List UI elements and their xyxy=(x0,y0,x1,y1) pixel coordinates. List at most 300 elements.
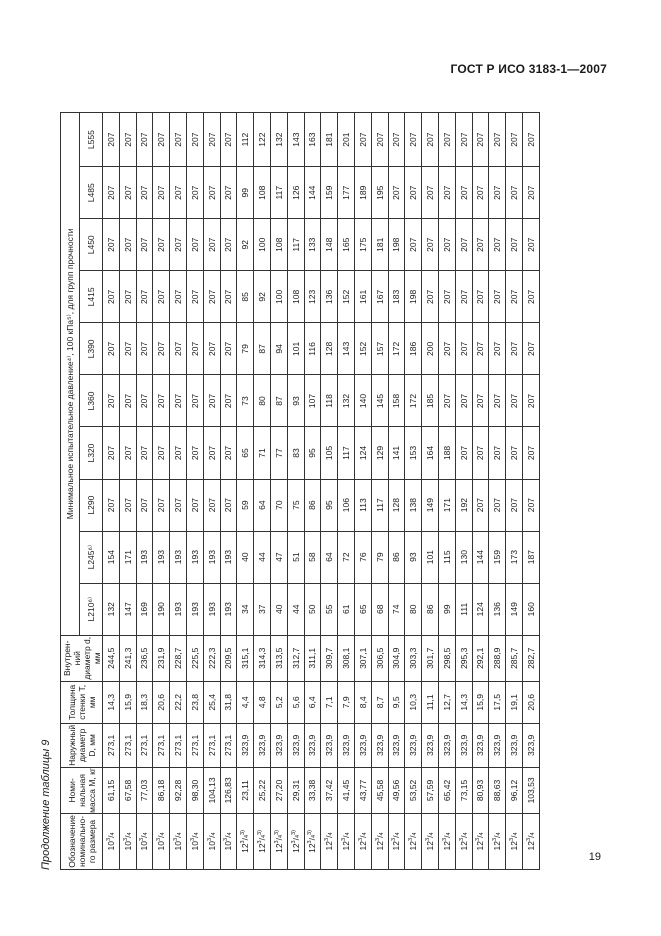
cell-pressure: 207 xyxy=(136,479,153,531)
cell-pressure: 207 xyxy=(103,219,120,271)
designation-fraction-den: 4 xyxy=(462,832,469,836)
table-caption: Продолжение таблицы 9 xyxy=(40,739,52,870)
cell-pressure: 207 xyxy=(405,167,422,219)
cell-pressure: 198 xyxy=(405,271,422,323)
cell-pressure: 207 xyxy=(472,375,489,427)
cell-pressure: 207 xyxy=(136,427,153,479)
cell-mass: 80,93 xyxy=(472,767,489,813)
cell-pressure: 207 xyxy=(119,219,136,271)
designation-main: 10 xyxy=(223,840,234,851)
fraction-slash: / xyxy=(509,835,520,838)
designation-fraction-num: 3 xyxy=(307,840,314,844)
designation-fraction-num: 3 xyxy=(441,837,448,841)
cell-mass: 61,15 xyxy=(103,767,120,813)
fraction-slash: / xyxy=(189,835,200,838)
cell-pressure: 207 xyxy=(455,219,472,271)
cell-pressure: 207 xyxy=(153,427,170,479)
cell-pressure: 65 xyxy=(237,427,254,479)
cell-pressure: 207 xyxy=(186,113,203,167)
cell-pressure: 207 xyxy=(405,219,422,271)
cell-outer-diameter: 323,9 xyxy=(489,723,506,767)
cell-pressure: 83 xyxy=(287,427,304,479)
cell-pressure: 143 xyxy=(338,323,355,375)
cell-pressure: 70 xyxy=(270,479,287,531)
cell-designation xyxy=(170,813,187,869)
cell-pressure: 207 xyxy=(170,219,187,271)
fraction-slash: / xyxy=(139,835,150,838)
cell-pressure: 207 xyxy=(170,271,187,323)
designation-fraction-num: 3 xyxy=(139,837,146,841)
cell-pressure: 193 xyxy=(203,583,220,635)
cell-pressure: 126 xyxy=(287,167,304,219)
table-row xyxy=(422,113,439,870)
cell-pressure: 124 xyxy=(354,427,371,479)
cell-designation xyxy=(270,813,287,869)
cell-designation xyxy=(506,813,523,869)
cell-pressure: 207 xyxy=(119,479,136,531)
designation-main: 12 xyxy=(257,843,268,853)
designation-fraction-den: 4 xyxy=(244,834,251,838)
cell-mass: 49,56 xyxy=(388,767,405,813)
table-row xyxy=(119,113,136,870)
cell-pressure: 207 xyxy=(422,219,439,271)
cell-mass: 41,45 xyxy=(338,767,355,813)
cell-pressure: 64 xyxy=(254,479,271,531)
cell-pressure: 207 xyxy=(119,427,136,479)
cell-pressure: 74 xyxy=(388,583,405,635)
cell-pressure: 113 xyxy=(354,479,371,531)
designation-fraction-den: 4 xyxy=(126,832,133,836)
designation-main: 10 xyxy=(139,840,150,851)
cell-outer-diameter: 323,9 xyxy=(522,723,539,767)
cell-wall: 6,4 xyxy=(304,681,321,723)
designation-fraction-num: 3 xyxy=(341,837,348,841)
cell-pressure: 207 xyxy=(136,167,153,219)
cell-pressure: 175 xyxy=(354,219,371,271)
cell-pressure: 193 xyxy=(220,583,237,635)
fraction-slash: / xyxy=(240,838,251,841)
cell-pressure: 77 xyxy=(270,427,287,479)
cell-pressure: 55 xyxy=(321,583,338,635)
cell-pressure: 117 xyxy=(287,219,304,271)
cell-pressure: 171 xyxy=(119,531,136,583)
cell-inner-diameter: 303,3 xyxy=(405,635,422,681)
designation-fraction-den: 4 xyxy=(345,832,352,836)
fraction-slash: / xyxy=(290,838,301,841)
cell-designation xyxy=(489,813,506,869)
cell-pressure: 51 xyxy=(287,531,304,583)
table-row xyxy=(153,113,170,870)
cell-outer-diameter: 323,9 xyxy=(506,723,523,767)
cell-pressure: 187 xyxy=(522,531,539,583)
cell-outer-diameter: 323,9 xyxy=(304,723,321,767)
designation-fraction-num: 3 xyxy=(290,840,297,844)
designation-main: 12 xyxy=(324,840,335,851)
cell-pressure: 87 xyxy=(254,323,271,375)
cell-pressure: 207 xyxy=(186,219,203,271)
cell-pressure: 207 xyxy=(220,167,237,219)
cell-pressure: 207 xyxy=(438,323,455,375)
cell-wall: 8,7 xyxy=(371,681,388,723)
designation-fraction-den: 4 xyxy=(277,834,284,838)
cell-inner-diameter: 311,1 xyxy=(304,635,321,681)
cell-wall: 25,4 xyxy=(203,681,220,723)
cell-wall: 20,6 xyxy=(153,681,170,723)
cell-pressure: 207 xyxy=(119,113,136,167)
cell-pressure: 86 xyxy=(422,583,439,635)
cell-pressure: 207 xyxy=(220,375,237,427)
fraction-slash: / xyxy=(475,835,486,838)
cell-mass: 43,77 xyxy=(354,767,371,813)
table-row xyxy=(388,113,405,870)
table-row xyxy=(254,113,271,870)
cell-pressure: 136 xyxy=(321,271,338,323)
cell-pressure: 207 xyxy=(119,375,136,427)
cell-pressure: 64 xyxy=(321,531,338,583)
designation-fraction-den: 4 xyxy=(227,832,234,836)
cell-pressure: 80 xyxy=(254,375,271,427)
cell-pressure: 106 xyxy=(338,479,355,531)
cell-pressure: 111 xyxy=(455,583,472,635)
designation-fraction-den: 4 xyxy=(294,834,301,838)
cell-pressure: 207 xyxy=(136,271,153,323)
cell-pressure: 50 xyxy=(304,583,321,635)
cell-mass: 67,58 xyxy=(119,767,136,813)
designation-main: 12 xyxy=(273,843,284,853)
cell-pressure: 207 xyxy=(220,479,237,531)
cell-pressure: 138 xyxy=(405,479,422,531)
designation-fraction-den: 4 xyxy=(143,832,150,836)
cell-pressure: 207 xyxy=(506,271,523,323)
cell-wall: 9,5 xyxy=(388,681,405,723)
designation-fraction-den: 4 xyxy=(513,832,520,836)
table-row xyxy=(287,113,304,870)
cell-pressure: 117 xyxy=(338,427,355,479)
cell-pressure: 101 xyxy=(422,531,439,583)
cell-pressure: 207 xyxy=(522,271,539,323)
cell-mass: 45,58 xyxy=(371,767,388,813)
col-header-mass: Номинальная масса M, кг xyxy=(61,767,103,813)
cell-pressure: 92 xyxy=(237,219,254,271)
table-row xyxy=(472,113,489,870)
cell-pressure: 207 xyxy=(506,113,523,167)
designation-fraction-num: 3 xyxy=(374,837,381,841)
cell-pressure: 76 xyxy=(354,531,371,583)
cell-pressure: 207 xyxy=(153,479,170,531)
header-row-group xyxy=(61,113,80,870)
cell-inner-diameter: 209,5 xyxy=(220,635,237,681)
designation-fraction-den: 4 xyxy=(177,832,184,836)
cell-inner-diameter: 295,3 xyxy=(455,635,472,681)
cell-pressure: 79 xyxy=(237,323,254,375)
cell-pressure: 117 xyxy=(270,167,287,219)
cell-designation xyxy=(304,813,321,869)
cell-outer-diameter: 273,1 xyxy=(153,723,170,767)
designation-fraction-num: 3 xyxy=(105,837,112,841)
cell-pressure: 207 xyxy=(186,271,203,323)
cell-mass: 103,53 xyxy=(522,767,539,813)
cell-outer-diameter: 323,9 xyxy=(455,723,472,767)
cell-pressure: 207 xyxy=(220,113,237,167)
col-header-wall: Толщина стенки T, мм xyxy=(61,681,103,723)
cell-pressure: 136 xyxy=(489,583,506,635)
cell-designation xyxy=(153,813,170,869)
cell-inner-diameter: 314,3 xyxy=(254,635,271,681)
cell-pressure: 207 xyxy=(422,113,439,167)
cell-pressure: 132 xyxy=(103,583,120,635)
designation-main: 12 xyxy=(307,843,318,853)
cell-inner-diameter: 313,5 xyxy=(270,635,287,681)
designation-fraction-num: 3 xyxy=(458,837,465,841)
cell-outer-diameter: 323,9 xyxy=(321,723,338,767)
cell-pressure: 61 xyxy=(338,583,355,635)
cell-pressure: 163 xyxy=(304,113,321,167)
table-row xyxy=(220,113,237,870)
cell-mass: 23,11 xyxy=(237,767,254,813)
cell-pressure: 207 xyxy=(220,323,237,375)
cell-pressure: 108 xyxy=(254,167,271,219)
cell-inner-diameter: 231,9 xyxy=(153,635,170,681)
cell-pressure: 188 xyxy=(438,427,455,479)
grade-header: L320 xyxy=(80,427,103,479)
cell-wall: 17,5 xyxy=(489,681,506,723)
cell-outer-diameter: 273,1 xyxy=(103,723,120,767)
cell-mass: 25,22 xyxy=(254,767,271,813)
designation-fraction-den: 4 xyxy=(193,832,200,836)
cell-designation xyxy=(119,813,136,869)
cell-outer-diameter: 323,9 xyxy=(371,723,388,767)
cell-designation xyxy=(371,813,388,869)
cell-pressure: 207 xyxy=(455,323,472,375)
cell-pressure: 207 xyxy=(103,375,120,427)
page-number: 19 xyxy=(588,851,601,863)
cell-inner-diameter: 306,5 xyxy=(371,635,388,681)
cell-mass: 37,42 xyxy=(321,767,338,813)
document-header: ГОСТ Р ИСО 3183-1—2007 xyxy=(450,62,607,76)
fraction-slash: / xyxy=(273,838,284,841)
designation-fraction-den: 4 xyxy=(445,832,452,836)
table-row xyxy=(237,113,254,870)
cell-designation xyxy=(220,813,237,869)
cell-designation xyxy=(321,813,338,869)
cell-pressure: 85 xyxy=(237,271,254,323)
cell-pressure: 94 xyxy=(270,323,287,375)
cell-pressure: 186 xyxy=(405,323,422,375)
cell-wall: 15,9 xyxy=(119,681,136,723)
table-row xyxy=(136,113,153,870)
cell-pressure: 207 xyxy=(472,113,489,167)
designation-fraction-num: 3 xyxy=(509,837,516,841)
designation-fraction-den: 4 xyxy=(261,834,268,838)
fraction-slash: / xyxy=(441,835,452,838)
cell-pressure: 207 xyxy=(136,323,153,375)
grade-header: L360 xyxy=(80,375,103,427)
cell-wall: 19,1 xyxy=(506,681,523,723)
cell-pressure: 207 xyxy=(506,479,523,531)
col-header-inner-diameter: Внутренний диаметр d, мм xyxy=(61,636,102,680)
cell-inner-diameter: 298,5 xyxy=(438,635,455,681)
cell-pressure: 207 xyxy=(203,427,220,479)
table-row xyxy=(170,113,187,870)
cell-pressure: 92 xyxy=(254,271,271,323)
cell-inner-diameter: 222,3 xyxy=(203,635,220,681)
table-row xyxy=(321,113,338,870)
cell-pressure: 207 xyxy=(153,375,170,427)
cell-outer-diameter: 273,1 xyxy=(220,723,237,767)
cell-pressure: 207 xyxy=(203,113,220,167)
cell-pressure: 72 xyxy=(338,531,355,583)
cell-pressure: 207 xyxy=(203,271,220,323)
cell-pressure: 207 xyxy=(170,323,187,375)
cell-mass: 88,63 xyxy=(489,767,506,813)
cell-mass: 29,31 xyxy=(287,767,304,813)
footnote-mark: 3) xyxy=(257,830,264,835)
grade-header: L390 xyxy=(80,323,103,375)
cell-pressure: 115 xyxy=(438,531,455,583)
designation-fraction-den: 4 xyxy=(529,832,536,836)
cell-pressure: 154 xyxy=(103,531,120,583)
designation-fraction-num: 3 xyxy=(492,837,499,841)
cell-inner-diameter: 244,5 xyxy=(103,635,120,681)
cell-pressure: 169 xyxy=(136,583,153,635)
designation-main: 12 xyxy=(492,840,503,851)
cell-inner-diameter: 309,7 xyxy=(321,635,338,681)
cell-pressure: 193 xyxy=(220,531,237,583)
cell-pressure: 207 xyxy=(170,113,187,167)
cell-pressure: 58 xyxy=(304,531,321,583)
cell-pressure: 207 xyxy=(136,113,153,167)
designation-fraction-den: 4 xyxy=(479,832,486,836)
cell-designation xyxy=(438,813,455,869)
designation-fraction-den: 4 xyxy=(210,832,217,836)
cell-pressure: 159 xyxy=(321,167,338,219)
cell-pressure: 80 xyxy=(405,583,422,635)
cell-pressure: 128 xyxy=(321,323,338,375)
cell-inner-diameter: 282,7 xyxy=(522,635,539,681)
cell-pressure: 207 xyxy=(203,479,220,531)
cell-pressure: 189 xyxy=(354,167,371,219)
cell-wall: 22,2 xyxy=(170,681,187,723)
table-row xyxy=(371,113,388,870)
cell-designation xyxy=(455,813,472,869)
cell-pressure: 207 xyxy=(506,323,523,375)
cell-pressure: 201 xyxy=(338,113,355,167)
cell-pressure: 207 xyxy=(203,375,220,427)
cell-pressure: 167 xyxy=(371,271,388,323)
designation-fraction-num: 3 xyxy=(391,837,398,841)
cell-outer-diameter: 323,9 xyxy=(472,723,489,767)
cell-pressure: 207 xyxy=(153,113,170,167)
cell-mass: 77,03 xyxy=(136,767,153,813)
cell-pressure: 143 xyxy=(287,113,304,167)
cell-designation xyxy=(237,813,254,869)
cell-pressure: 207 xyxy=(203,323,220,375)
cell-pressure: 93 xyxy=(287,375,304,427)
designation-fraction-num: 3 xyxy=(408,837,415,841)
fraction-slash: / xyxy=(307,838,318,841)
table-row xyxy=(354,113,371,870)
cell-pressure: 193 xyxy=(186,583,203,635)
cell-pressure: 207 xyxy=(153,323,170,375)
designation-fraction-den: 4 xyxy=(429,832,436,836)
cell-pressure: 207 xyxy=(472,271,489,323)
cell-pressure: 207 xyxy=(186,479,203,531)
designation-main: 12 xyxy=(458,840,469,851)
cell-pressure: 207 xyxy=(522,427,539,479)
cell-pressure: 124 xyxy=(472,583,489,635)
cell-outer-diameter: 323,9 xyxy=(388,723,405,767)
cell-designation xyxy=(422,813,439,869)
cell-pressure: 40 xyxy=(270,583,287,635)
designation-fraction-num: 3 xyxy=(475,837,482,841)
cell-pressure: 207 xyxy=(422,271,439,323)
grade-header: L450 xyxy=(80,219,103,271)
cell-inner-diameter: 308,1 xyxy=(338,635,355,681)
designation-main: 12 xyxy=(357,840,368,851)
cell-pressure: 164 xyxy=(422,427,439,479)
cell-pressure: 193 xyxy=(170,583,187,635)
table-row xyxy=(270,113,287,870)
designation-main: 12 xyxy=(374,840,385,851)
fraction-slash: / xyxy=(257,838,268,841)
fraction-slash: / xyxy=(122,835,133,838)
cell-pressure: 207 xyxy=(103,479,120,531)
cell-designation xyxy=(254,813,271,869)
cell-pressure: 152 xyxy=(354,323,371,375)
cell-pressure: 152 xyxy=(338,271,355,323)
designation-fraction-num: 3 xyxy=(156,837,163,841)
designation-fraction-num: 3 xyxy=(189,837,196,841)
cell-pressure: 207 xyxy=(522,219,539,271)
cell-pressure: 44 xyxy=(254,531,271,583)
designation-main: 10 xyxy=(189,840,200,851)
footnote-mark: 3) xyxy=(273,830,280,835)
cell-outer-diameter: 323,9 xyxy=(354,723,371,767)
cell-pressure: 207 xyxy=(438,375,455,427)
cell-designation xyxy=(338,813,355,869)
cell-pressure: 207 xyxy=(170,375,187,427)
cell-pressure: 198 xyxy=(388,219,405,271)
cell-outer-diameter: 273,1 xyxy=(186,723,203,767)
cell-mass: 96,12 xyxy=(506,767,523,813)
cell-pressure: 207 xyxy=(220,271,237,323)
cell-pressure: 123 xyxy=(304,271,321,323)
cell-pressure: 207 xyxy=(136,219,153,271)
designation-fraction-den: 4 xyxy=(361,832,368,836)
cell-pressure: 207 xyxy=(489,479,506,531)
cell-pressure: 133 xyxy=(304,219,321,271)
cell-wall: 5,2 xyxy=(270,681,287,723)
cell-pressure: 207 xyxy=(489,427,506,479)
cell-inner-diameter: 304,9 xyxy=(388,635,405,681)
cell-pressure: 207 xyxy=(489,375,506,427)
cell-pressure: 158 xyxy=(388,375,405,427)
cell-pressure: 195 xyxy=(371,167,388,219)
table-row xyxy=(489,113,506,870)
cell-pressure: 100 xyxy=(254,219,271,271)
cell-pressure: 185 xyxy=(422,375,439,427)
fraction-slash: / xyxy=(156,835,167,838)
cell-pressure: 132 xyxy=(338,375,355,427)
pipe-pressure-table xyxy=(60,112,540,870)
cell-pressure: 207 xyxy=(136,375,153,427)
cell-pressure: 177 xyxy=(338,167,355,219)
cell-pressure: 207 xyxy=(103,271,120,323)
cell-outer-diameter: 273,1 xyxy=(119,723,136,767)
rotated-table-area xyxy=(40,100,600,870)
cell-pressure: 207 xyxy=(186,375,203,427)
cell-wall: 31,8 xyxy=(220,681,237,723)
